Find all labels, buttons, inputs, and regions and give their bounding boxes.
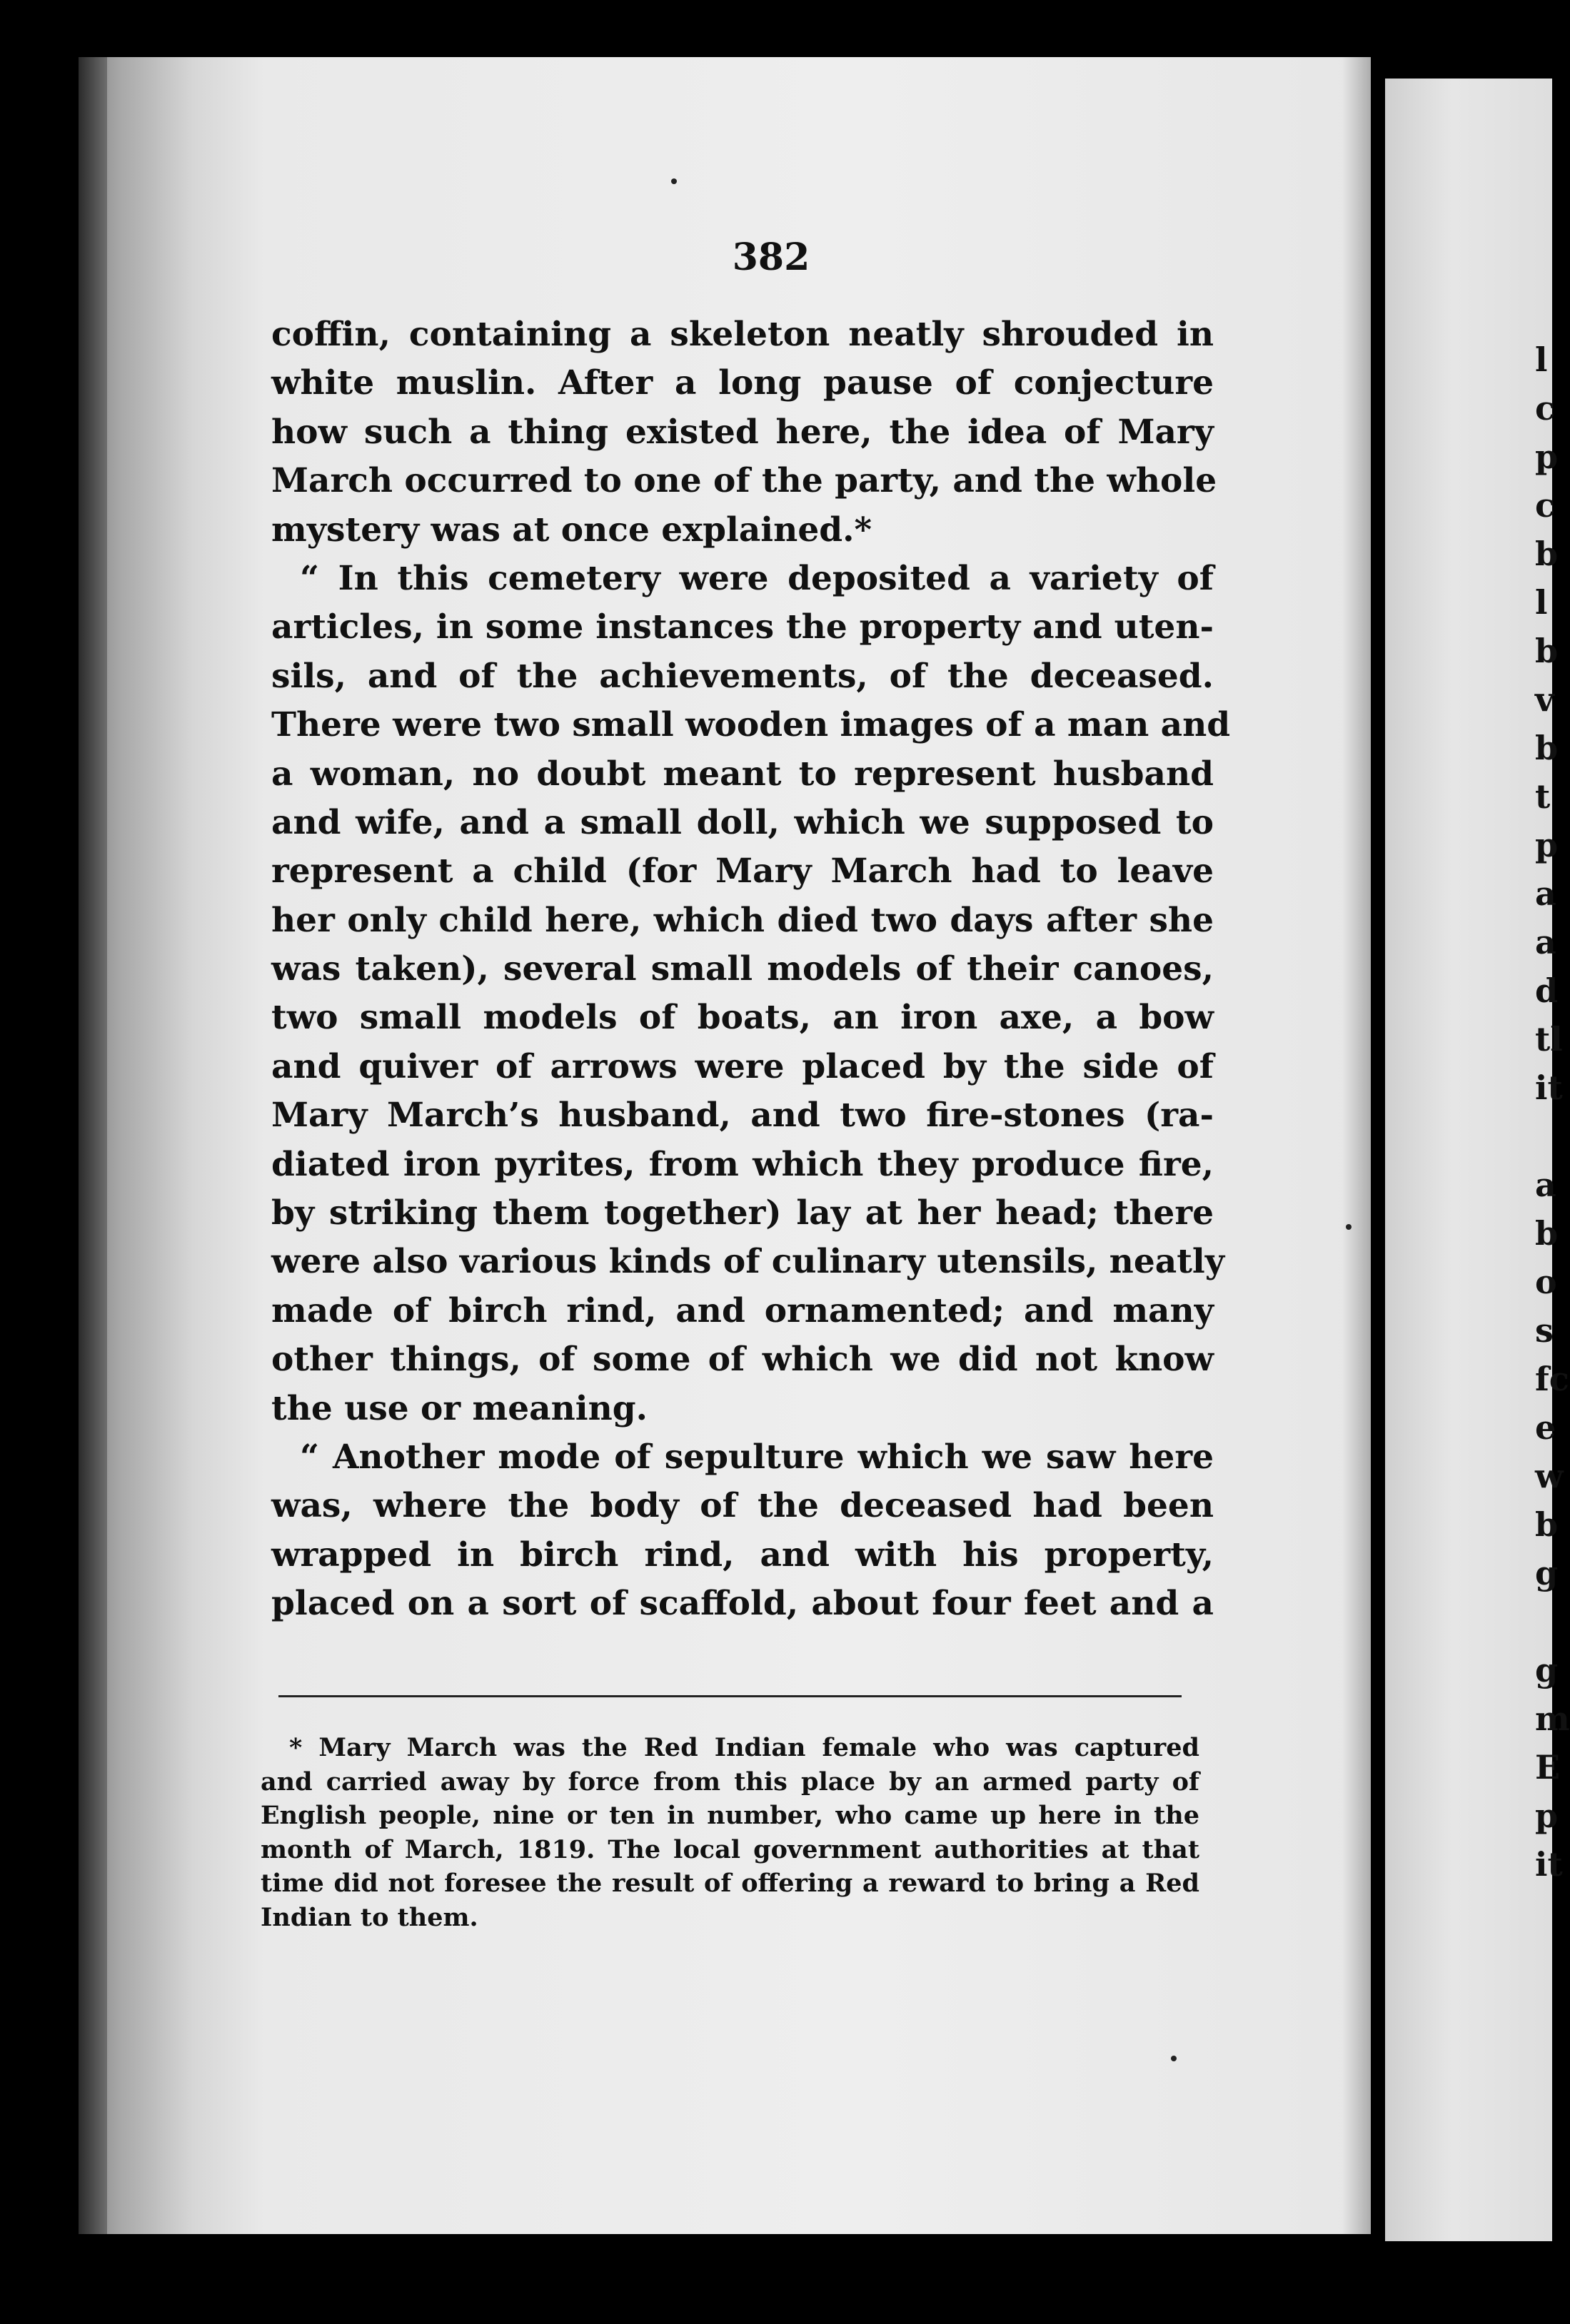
facing-page-fragment: t bbox=[1535, 777, 1551, 816]
scan-speck bbox=[1171, 2056, 1177, 2061]
text-line: There were two small wooden images of a man and bbox=[271, 705, 1231, 745]
facing-page-fragment: b bbox=[1535, 1214, 1559, 1253]
text-line: articles, in some instances the property and uten- bbox=[271, 607, 1214, 647]
text-line: “ Another mode of sepulture which we saw here bbox=[300, 1437, 1214, 1477]
facing-page-fragment: fc bbox=[1535, 1360, 1569, 1398]
text-line: two small models of boats, an iron axe, a bow bbox=[271, 998, 1214, 1038]
facing-page-fragment: c bbox=[1535, 389, 1556, 428]
facing-page-fragment: g bbox=[1535, 1554, 1559, 1592]
scan-speck bbox=[1346, 1224, 1352, 1230]
facing-page-fragment bbox=[1535, 1112, 1552, 1161]
footnote-line: Indian to them. bbox=[261, 1902, 478, 1932]
facing-page-fragment: w bbox=[1535, 1457, 1564, 1495]
footnote-line: time did not foresee the result of offering a reward to bring a Red bbox=[261, 1869, 1199, 1898]
text-line: the use or meaning. bbox=[271, 1388, 648, 1428]
footnote-line: month of March, 1819. The local government authorities at that bbox=[261, 1834, 1199, 1864]
text-line: “ In this cemetery were deposited a variety of bbox=[300, 558, 1214, 598]
facing-page-fragment: g bbox=[1535, 1651, 1559, 1689]
text-line: Mary March’s husband, and two fire-stones (ra- bbox=[271, 1096, 1214, 1136]
footnote-divider bbox=[278, 1695, 1182, 1697]
facing-page-fragment: m bbox=[1535, 1699, 1570, 1738]
facing-page-fragment: p bbox=[1535, 438, 1559, 476]
facing-page-fragment: o bbox=[1535, 1263, 1557, 1301]
facing-page-fragment: d bbox=[1535, 971, 1559, 1010]
page-number: 382 bbox=[732, 236, 810, 279]
body-text bbox=[271, 310, 1231, 1629]
facing-page-edge bbox=[1385, 79, 1570, 2241]
text-line: wrapped in birch rind, and with his property, bbox=[271, 1535, 1214, 1575]
facing-page-fragment: l bbox=[1535, 583, 1548, 622]
text-line: was, where the body of the deceased had been bbox=[271, 1486, 1214, 1526]
facing-page-text bbox=[1535, 335, 1570, 1889]
facing-page-fragment: p bbox=[1535, 826, 1559, 864]
text-line: sils, and of the achievements, of the deceased. bbox=[271, 656, 1214, 696]
text-line: a woman, no doubt meant to represent husband bbox=[271, 754, 1214, 794]
facing-page-fragment: a bbox=[1535, 923, 1556, 961]
facing-page-fragment: b bbox=[1535, 535, 1559, 573]
text-line: by striking them together) lay at her head; there bbox=[271, 1193, 1214, 1233]
gutter-shadow bbox=[1342, 57, 1371, 2234]
text-line: coffin, containing a skeleton neatly shrouded in bbox=[271, 315, 1214, 354]
facing-page-fragment: v bbox=[1535, 680, 1554, 719]
footnote-line: * Mary March was the Red Indian female who was captured bbox=[289, 1733, 1199, 1762]
text-line: her only child here, which died two days after she bbox=[271, 900, 1214, 940]
text-line: white muslin. After a long pause of conjecture bbox=[271, 363, 1214, 403]
scan-speck bbox=[671, 178, 677, 184]
text-line: was taken), several small models of their canoes, bbox=[271, 949, 1214, 989]
facing-page-fragment: s bbox=[1535, 1311, 1554, 1350]
text-line: were also various kinds of culinary utensils, neatly bbox=[271, 1242, 1225, 1282]
text-line: mystery was at once explained.* bbox=[271, 510, 872, 550]
text-line: diated iron pyrites, from which they produce fire, bbox=[271, 1144, 1214, 1184]
facing-page-fragment: tl bbox=[1535, 1020, 1563, 1059]
footnote-line: and carried away by force from this place by an armed party of bbox=[261, 1767, 1199, 1797]
facing-page-fragment: a bbox=[1535, 1166, 1556, 1204]
facing-page-fragment bbox=[1535, 1597, 1552, 1646]
facing-page-fragment: it bbox=[1535, 1068, 1563, 1107]
text-line: represent a child (for Mary March had to leave bbox=[271, 852, 1214, 891]
book-gutter bbox=[1371, 0, 1385, 2324]
facing-page-fragment: b bbox=[1535, 1505, 1559, 1544]
text-line: placed on a sort of scaffold, about four feet and a bbox=[271, 1584, 1214, 1624]
facing-page-fragment: a bbox=[1535, 874, 1556, 913]
text-line: March occurred to one of the party, and the whole bbox=[271, 461, 1217, 501]
footnote bbox=[261, 1731, 1199, 1934]
text-line: and quiver of arrows were placed by the side of bbox=[271, 1046, 1214, 1086]
text-line: and wife, and a small doll, which we supposed to bbox=[271, 802, 1214, 842]
facing-page-fragment: b bbox=[1535, 729, 1559, 767]
text-line: how such a thing existed here, the idea of Mary bbox=[271, 412, 1214, 452]
text-line: other things, of some of which we did not know bbox=[271, 1340, 1214, 1380]
facing-page-fragment: b bbox=[1535, 632, 1559, 670]
facing-page-fragment: e bbox=[1535, 1408, 1556, 1447]
facing-page-fragment: p bbox=[1535, 1797, 1559, 1835]
facing-page-fragment: c bbox=[1535, 486, 1556, 525]
text-line: made of birch rind, and ornamented; and many bbox=[271, 1290, 1214, 1330]
footnote-line: English people, nine or ten in number, who came up here in the bbox=[261, 1801, 1199, 1830]
facing-page-fragment: E bbox=[1535, 1748, 1561, 1787]
facing-page-fragment: it bbox=[1535, 1845, 1563, 1884]
facing-page-fragment: l bbox=[1535, 340, 1548, 379]
